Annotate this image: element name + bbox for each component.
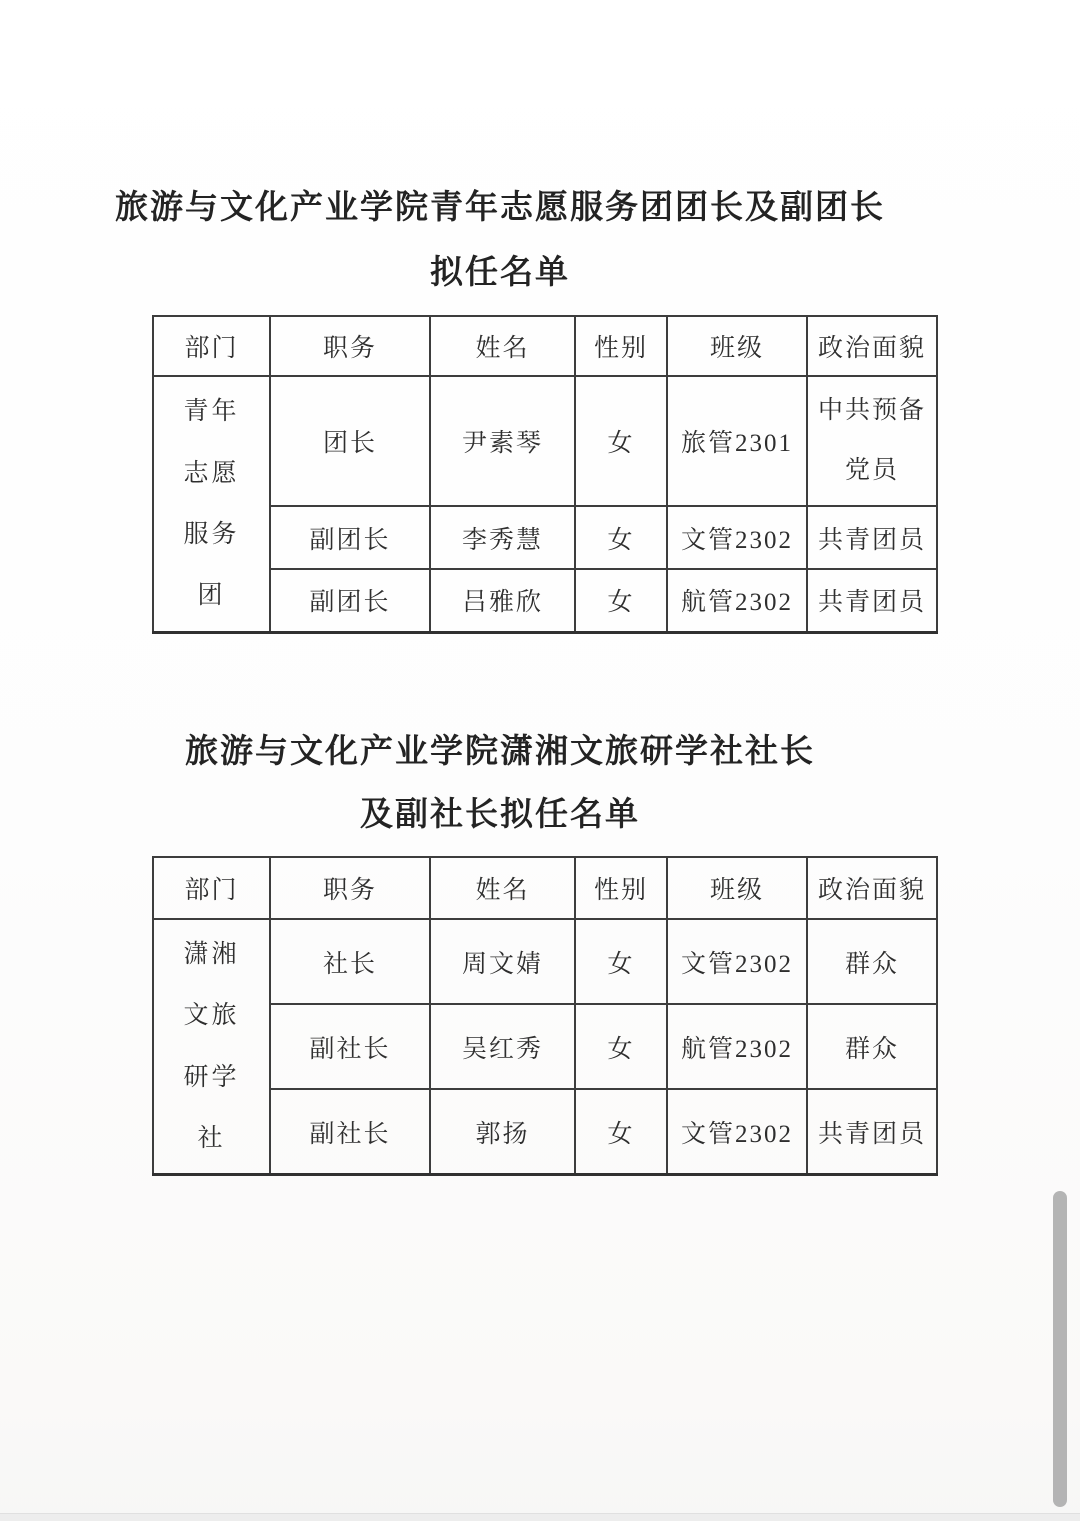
name-cell: 吕雅欣	[430, 569, 575, 632]
position-cell: 副社长	[270, 1004, 430, 1089]
position-cell: 副社长	[270, 1089, 430, 1174]
table-header-row	[153, 316, 937, 376]
class-cell: 旅管2301	[667, 376, 807, 506]
col-header-gender: 性别	[575, 857, 667, 919]
class-cell: 航管2302	[667, 1004, 807, 1089]
politics-cell	[807, 376, 937, 506]
class-cell: 航管2302	[667, 569, 807, 632]
roster-table-research-society	[152, 856, 938, 1176]
politics-text: 中共预备党员	[817, 397, 926, 484]
table-row	[153, 1089, 937, 1174]
position-cell: 社长	[270, 919, 430, 1004]
position-cell: 团长	[270, 376, 430, 506]
class-cell: 文管2302	[667, 1089, 807, 1174]
position-cell: 副团长	[270, 569, 430, 632]
col-header-class: 班级	[667, 316, 807, 376]
class-cell: 文管2302	[667, 506, 807, 569]
politics-cell: 共青团员	[807, 506, 937, 569]
col-header-department: 部门	[153, 316, 270, 376]
col-header-name: 姓名	[430, 316, 575, 376]
department-cell	[153, 376, 270, 632]
politics-cell: 群众	[807, 919, 937, 1004]
col-header-gender: 性别	[575, 316, 667, 376]
section1-title-line2: 拟任名单	[430, 255, 570, 291]
table-header-row	[153, 857, 937, 919]
col-header-class: 班级	[667, 857, 807, 919]
gender-cell: 女	[575, 376, 667, 506]
gender-cell: 女	[575, 1004, 667, 1089]
class-cell: 文管2302	[667, 919, 807, 1004]
col-header-politics: 政治面貌	[807, 316, 937, 376]
name-cell: 尹素琴	[430, 376, 575, 506]
position-cell: 副团长	[270, 506, 430, 569]
name-cell: 李秀慧	[430, 506, 575, 569]
vertical-scrollbar-thumb[interactable]	[1053, 1191, 1067, 1507]
col-header-position: 职务	[270, 316, 430, 376]
roster-table-volunteer-group	[152, 315, 938, 634]
section2-title-line1: 旅游与文化产业学院潇湘文旅研学社社长	[185, 734, 815, 770]
politics-cell: 共青团员	[807, 569, 937, 632]
politics-cell: 群众	[807, 1004, 937, 1089]
bottom-toolbar-edge	[0, 1513, 1080, 1521]
name-cell: 吴红秀	[430, 1004, 575, 1089]
col-header-department: 部门	[153, 857, 270, 919]
department-text: 潇湘文旅研学社	[183, 941, 240, 1152]
name-cell: 郭扬	[430, 1089, 575, 1174]
col-header-name: 姓名	[430, 857, 575, 919]
department-text: 青年志愿服务团	[183, 398, 240, 609]
table-row	[153, 1004, 937, 1089]
gender-cell: 女	[575, 1089, 667, 1174]
section1-title-line1: 旅游与文化产业学院青年志愿服务团团长及副团长	[115, 190, 885, 226]
table-row	[153, 506, 937, 569]
gender-cell: 女	[575, 919, 667, 1004]
col-header-politics: 政治面貌	[807, 857, 937, 919]
department-cell	[153, 919, 270, 1175]
section2-title-line2: 及副社长拟任名单	[360, 797, 640, 833]
politics-cell: 共青团员	[807, 1089, 937, 1174]
name-cell: 周文婧	[430, 919, 575, 1004]
table-row	[153, 919, 937, 1004]
col-header-position: 职务	[270, 857, 430, 919]
gender-cell: 女	[575, 506, 667, 569]
table-row	[153, 376, 937, 506]
gender-cell: 女	[575, 569, 667, 632]
table-row	[153, 569, 937, 632]
